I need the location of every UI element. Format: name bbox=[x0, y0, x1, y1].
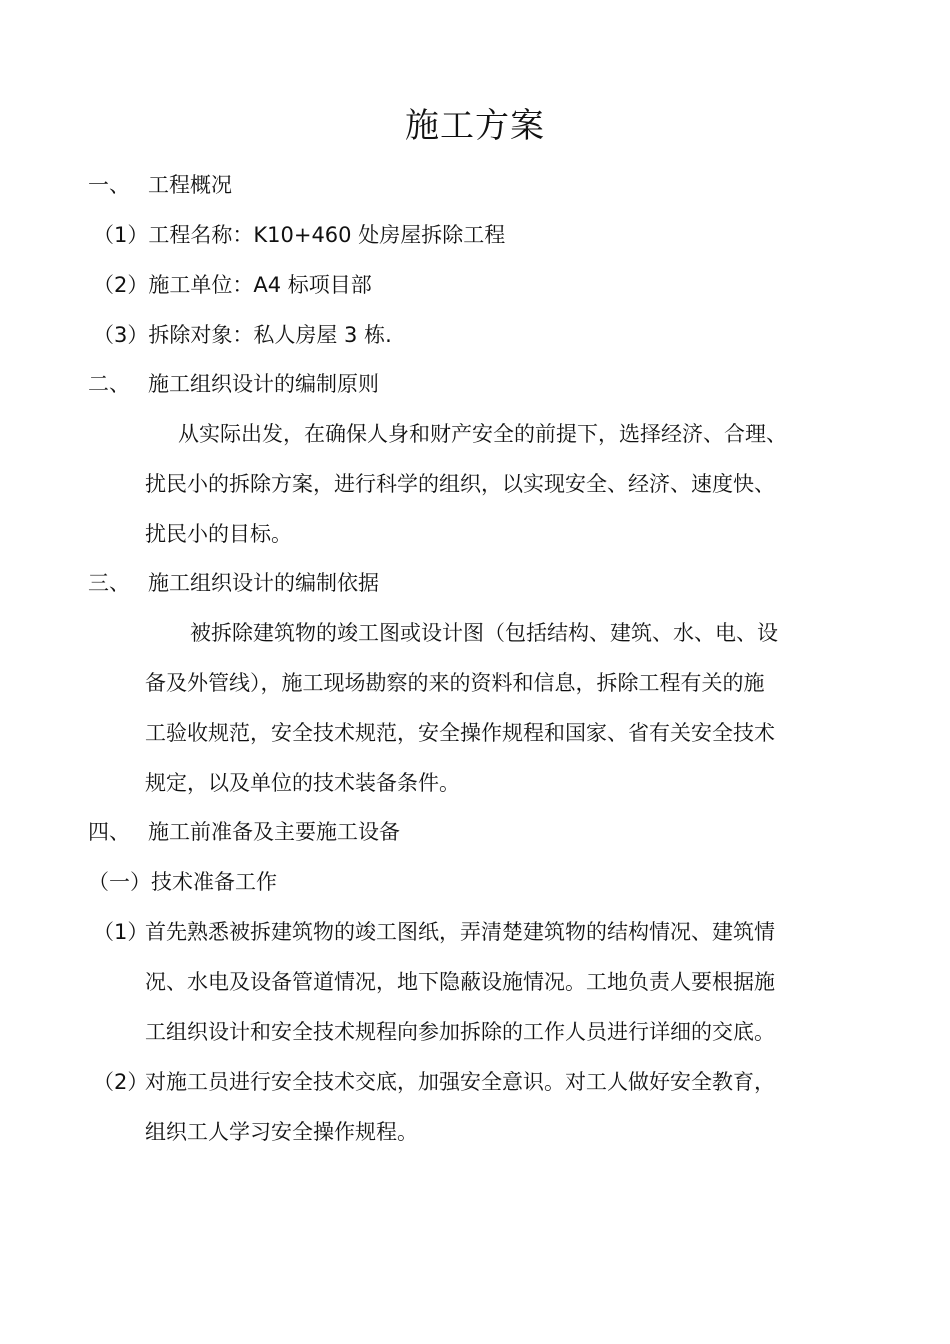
section-heading-1 bbox=[88, 170, 232, 200]
section-title: 工程概况 bbox=[148, 173, 232, 197]
section-heading-3 bbox=[88, 568, 379, 598]
list-item: （2）施工单位：A4 标项目部 bbox=[93, 273, 372, 297]
section-number: 二、 bbox=[88, 372, 130, 396]
section-number: 四、 bbox=[88, 820, 130, 844]
document-title: 施工方案 bbox=[405, 106, 545, 146]
item-number: （1） bbox=[93, 920, 149, 944]
paragraph-line: 工验收规范，安全技术规范，安全操作规程和国家、省有关安全技术 bbox=[145, 721, 775, 745]
paragraph-line: 备及外管线），施工现场勘察的来的资料和信息，拆除工程有关的施 bbox=[145, 671, 765, 695]
item-number: （2） bbox=[93, 1070, 149, 1094]
paragraph-line: 规定，以及单位的技术装备条件。 bbox=[145, 771, 460, 795]
list-item: （3）拆除对象：私人房屋 3 栋. bbox=[93, 323, 392, 347]
paragraph-line: 从实际出发，在确保人身和财产安全的前提下，选择经济、合理、 bbox=[178, 422, 787, 446]
section-title: 施工组织设计的编制原则 bbox=[148, 372, 379, 396]
paragraph-line: 扰民小的拆除方案，进行科学的组织，以实现安全、经济、速度快、 bbox=[145, 472, 775, 496]
section-title: 施工组织设计的编制依据 bbox=[148, 571, 379, 595]
paragraph-line: 首先熟悉被拆建筑物的竣工图纸，弄清楚建筑物的结构情况、建筑情 bbox=[145, 920, 775, 944]
section-heading-4 bbox=[88, 817, 400, 847]
paragraph-line: 工组织设计和安全技术规程向参加拆除的工作人员进行详细的交底。 bbox=[145, 1020, 775, 1044]
paragraph-line: 被拆除建筑物的竣工图或设计图（包括结构、建筑、水、电、设 bbox=[190, 621, 778, 645]
paragraph-line: 组织工人学习安全操作规程。 bbox=[145, 1120, 418, 1144]
paragraph-line: 况、水电及设备管道情况，地下隐蔽设施情况。工地负责人要根据施 bbox=[145, 970, 775, 994]
section-title: 施工前准备及主要施工设备 bbox=[148, 820, 400, 844]
paragraph-line: 对施工员进行安全技术交底，加强安全意识。对工人做好安全教育， bbox=[145, 1070, 775, 1094]
section-heading-2 bbox=[88, 369, 379, 399]
section-number: 三、 bbox=[88, 571, 130, 595]
list-item: （1）工程名称：K10+460 处房屋拆除工程 bbox=[93, 223, 506, 247]
section-number: 一、 bbox=[88, 173, 130, 197]
paragraph-line: 扰民小的目标。 bbox=[145, 522, 292, 546]
subsection-heading: （一）技术准备工作 bbox=[88, 870, 277, 894]
